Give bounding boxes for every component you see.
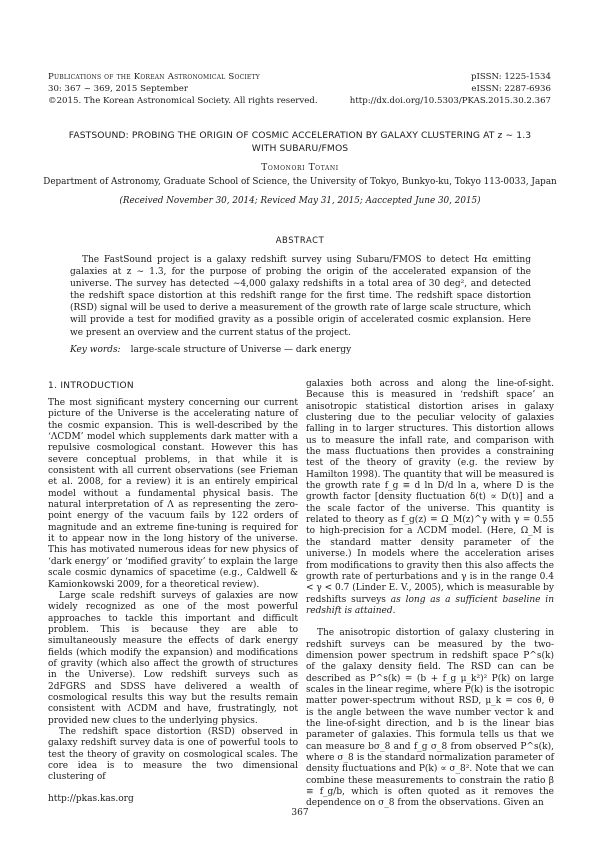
paragraph: The redshift space distortion (RSD) observed in galaxy redshift survey data is one of powerful tools to test the theory of gravity on cosmological scales. The core idea is to measure the two dimensional clustering of: [48, 726, 298, 783]
journal-header: [48, 71, 318, 108]
affiliation: Department of Astronomy, Graduate School of Science, the University of Tokyo, Bunkyo-ku, Tokyo 113-0033, Japan: [43, 177, 557, 187]
doi-link[interactable]: http://dx.doi.org/10.5303/PKAS.2015.30.2.367: [349, 96, 551, 107]
title-line-2: WITH SUBARU/FMOS: [251, 142, 349, 154]
right-column: [306, 379, 554, 810]
copyright-line: ©2015. The Korean Astronomical Society. All rights reserved.: [48, 96, 318, 107]
keywords-text: large-scale structure of Universe — dark energy: [130, 345, 352, 355]
issn-header: [350, 71, 551, 108]
abstract-heading: ABSTRACT: [275, 235, 325, 245]
page-number: 367: [291, 808, 309, 818]
eissn: eISSN: 2287-6936: [471, 84, 551, 95]
volume-line: 30: 367 ~ 369, 2015 September: [48, 84, 188, 95]
author: Tomonori Totani: [261, 163, 339, 173]
paper-title: [60, 130, 540, 155]
paragraph: The anisotropic distortion of galaxy clustering in redshift surveys can be measured by the two-dimension power spectrum in redshift space P^s(k) of the galaxy density field. The RSD can can be described as P^s(k) = (b + f_g μ_k²)² P(k) on large scales in the linear regime, where P(k) is the isotropic matter power-spectrum without RSD, μ_k = cos θ, θ is the angle between the wave number vector k and the line-of-sight direction, and b is the linear bias parameter of galaxies. This formula tells us that we can measure bσ_8 and f_g σ_8 from observed P^s(k), where σ_8 is the standard normalization parameter of density fluctuations and P(k) ∝ σ_8². Note that we can combine these measurements to constrain the ratio β ≡ f_g/b, which is often quoted as it removes the dependence on σ_8 from the observations. Given an: [306, 628, 554, 809]
paragraph: galaxies both across and along the line-of-sight. Because this is measured in ‘redshift space’ an anisotropic statistical distortion arises in galaxy clustering due to the peculiar velocity of galaxies falling in to larger structures. This distortion allows us to measure the infall rate, and comparison with the mass fluctuations then provides a constraining test of the theory of gravity (e.g. the review by Hamilton 1998). The quantity that will be measured is the growth rate f_g ≡ d ln D/d ln a, where D is the growth factor [density fluctuation δ(t) ∝ D(t)] and a the scale factor of the universe. This quantity is related to theory as f_g(z) = Ω_M(z)^γ with γ = 0.55 to high-precision for a ΛCDM model. (Here, Ω_M is the standard matter density parameter of the universe.) In models where the acceleration arises from modifications to gravity then this also affects the growth rate of perturbations and γ is in the range 0.4 < γ < 0.7 (Linder E. V., 2005), which is measurable by redshifts surveys as long as a sufficient baseline in redshift is attained.: [306, 379, 554, 616]
keywords-label: Key words:: [70, 345, 121, 355]
left-column: [48, 398, 298, 784]
journal-name: Publications of the Korean Astronomical Society: [48, 72, 260, 82]
section-heading: 1. INTRODUCTION: [48, 381, 134, 391]
italic-phrase: as long as a sufficient baseline in redshift is attained.: [306, 594, 554, 616]
paragraph: Large scale redshift surveys of galaxies are now widely recognized as one of the most powerful approaches to tackle this important and difficult problem. This is because they are able to simultaneously measure the effects of dark energy fields (which modify the expansion) and modifications of gravity (which also affect the growth of structures in the Universe). Low redshift surveys such as 2dFGRS and SDSS have delivered a wealth of cosmological results this way but the results remain consistent with ΛCDM and have, frustratingly, not provided new clues to the underlying physics.: [48, 590, 298, 726]
pissn: pISSN: 1225-1534: [470, 72, 551, 82]
paragraph: The most significant mystery concerning our current picture of the Universe is the accelerating nature of the cosmic expansion. This is well-described by the ‘ΛCDM’ model which supplements dark matter with a repulsive cosmological constant. However this has severe conceptual problems, in that while it is consistent with all current observations (see Frieman et al. 2008, for a review) it is an entirely empirical model without a fundamental physical basis. The natural interpretation of Λ as representing the zero-point energy of the vacuum fails by 122 orders of magnitude and an extreme fine-tuning is required for it to appear now in the long history of the universe. This has motivated numerous ideas for new physics of ‘dark energy’ or ‘modified gravity’ to explain the large scale cosmic dynamics of spacetime (e.g., Caldwell & Kamionkowski 2009, for a theoretical review).: [48, 398, 298, 590]
title-line-1: FASTSOUND: PROBING THE ORIGIN OF COSMIC ACCELERATION BY GALAXY CLUSTERING AT z ∼ 1.3: [68, 130, 532, 141]
footer-url[interactable]: http://pkas.kas.org: [48, 794, 134, 804]
abstract-text: The FastSound project is a galaxy redshift survey using Subaru/FMOS to detect Hα emitting galaxies at z ∼ 1.3, for the purpose of probing the origin of the accelerated expansion of the universe. The survey has detected ∼4,000 galaxy redshifts in a total area of 30 deg², and detected the redshift space distortion at this redshift range for the first time. The redshift space distortion (RSD) signal will be used to derive a measurement of the growth rate of large scale structure, which will provide a test for modified gravity as a possible origin of accelerated cosmic explansion. Here we present an overview and the current status of the project.: [70, 255, 531, 338]
received-dates: (Received November 30, 2014; Reviced May 31, 2015; Aaccepted June 30, 2015): [119, 196, 481, 206]
keywords: [70, 345, 351, 355]
